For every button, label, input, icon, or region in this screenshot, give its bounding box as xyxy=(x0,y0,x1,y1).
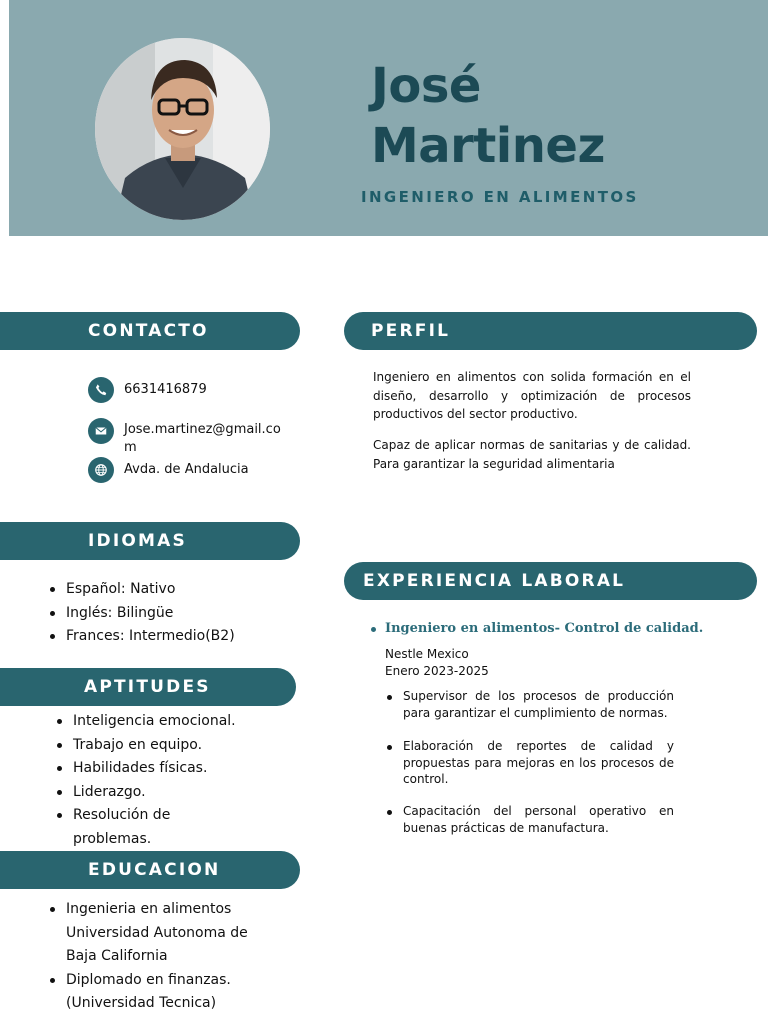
language-item: Español: Nativo xyxy=(48,578,298,602)
education-item: Diplomado en finanzas. (Universidad Tecnica) xyxy=(48,969,248,1016)
contact-address: Avda. de Andalucia xyxy=(124,462,249,477)
profile-heading: PERFIL xyxy=(344,312,757,350)
job-duty-item: Supervisor de los procesos de producción para garantizar el cumplimiento de normas. xyxy=(385,688,674,721)
skill-item: Liderazgo. xyxy=(55,781,255,805)
skill-item: Resolución de problemas. xyxy=(55,804,193,851)
candidate-last-name: Martinez xyxy=(371,118,605,174)
job-duty xyxy=(385,803,674,836)
experience-heading: EXPERIENCIA LABORAL xyxy=(344,562,757,600)
candidate-name xyxy=(371,56,605,176)
job-title-text: Ingeniero en alimentos- Control de calidad. xyxy=(385,621,704,636)
contact-email-row xyxy=(88,418,288,457)
job-meta xyxy=(385,646,489,680)
language-item: Inglés: Bilingüe xyxy=(48,602,298,626)
education-heading: EDUCACION xyxy=(0,851,300,889)
contact-email[interactable]: Jose.martinez@gmail.com xyxy=(124,422,281,455)
job-duty xyxy=(385,738,674,788)
skills-heading: APTITUDES xyxy=(0,668,296,706)
education-item: Ingenieria en alimentos Universidad Autonoma de Baja California xyxy=(48,898,248,969)
skills-list xyxy=(55,710,255,851)
job-duty-item: Capacitación del personal operativo en buenas prácticas de manufactura. xyxy=(385,803,674,836)
job-duty xyxy=(385,688,674,721)
language-item: Frances: Intermedio(B2) xyxy=(48,625,298,649)
contact-address-row xyxy=(88,457,288,483)
candidate-role: INGENIERO EN ALIMENTOS xyxy=(361,188,639,206)
profile-paragraph: Ingeniero en alimentos con solida formación en el diseño, desarrollo y optimización de procesos productivos del sector productivo. xyxy=(373,370,691,421)
contact-heading: CONTACTO xyxy=(0,312,300,350)
languages-list xyxy=(48,578,298,649)
phone-icon xyxy=(88,377,114,403)
globe-icon xyxy=(88,457,114,483)
contact-phone-row xyxy=(88,377,288,403)
skill-item: Habilidades físicas. xyxy=(55,757,255,781)
languages-heading: IDIOMAS xyxy=(0,522,300,560)
envelope-icon xyxy=(88,418,114,444)
job-title xyxy=(371,620,703,638)
skill-item: Inteligencia emocional. xyxy=(55,710,255,734)
contact-phone[interactable]: 6631416879 xyxy=(124,382,207,397)
education-list xyxy=(48,898,248,1016)
profile-paragraph: Capaz de aplicar normas de sanitarias y de calidad. Para garantizar la seguridad alimentaria xyxy=(373,438,691,471)
job-company: Nestle Mexico xyxy=(385,647,469,661)
candidate-first-name: José xyxy=(371,58,481,114)
profile-photo xyxy=(95,38,270,220)
job-duty-item: Elaboración de reportes de calidad y propuestas para mejoras en los procesos de control. xyxy=(385,738,674,788)
skill-item: Trabajo en equipo. xyxy=(55,734,255,758)
job-period: Enero 2023-2025 xyxy=(385,664,489,678)
